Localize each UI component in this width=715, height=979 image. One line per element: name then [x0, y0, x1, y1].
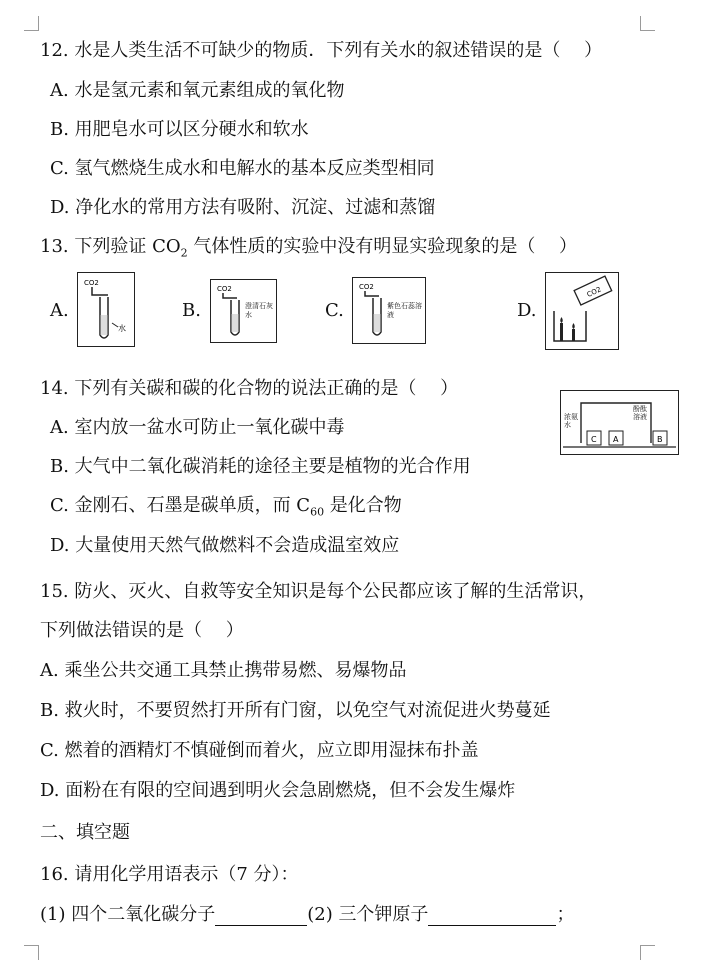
- q14-figure: [560, 390, 679, 455]
- q16-item1-answer-blank[interactable]: [215, 907, 307, 926]
- q13-figure-d: [545, 272, 619, 350]
- q13-figure-b: [210, 279, 277, 343]
- test-tube-litmus-diagram: [353, 278, 425, 343]
- phenolphthalein-label: 酚酞溶液: [633, 405, 647, 421]
- q13-figure-c: [352, 277, 426, 344]
- ammonia-phenolphthalein-diagram: [561, 391, 678, 454]
- co2-label-b: CO2: [217, 285, 232, 293]
- q16-item2-label: (2) 三个钾原子: [307, 904, 429, 925]
- q15-option-c: C. 燃着的酒精灯不慎碰倒而着火，应立即用湿抹布扑盖: [40, 740, 479, 761]
- q12-option-d: D. 净化水的常用方法有吸附、沉淀、过滤和蒸馏: [50, 197, 436, 218]
- q13-stem: [40, 236, 577, 265]
- q16-item2-answer-blank[interactable]: [428, 907, 556, 926]
- litmus-label: 紫色石蕊溶液: [387, 302, 422, 319]
- q12-option-b: B. 用肥皂水可以区分硬水和软水: [50, 119, 309, 140]
- q13-letter-d: D.: [517, 300, 537, 321]
- q15-stem-line2: 下列做法错误的是（ ）: [40, 620, 244, 641]
- q15-option-a: A. 乘坐公共交通工具禁止携带易燃、易爆物品: [40, 660, 407, 681]
- q15-option-b: B. 救火时，不要贸然打开所有门窗，以免空气对流促进火势蔓延: [40, 700, 551, 721]
- test-tube-water-diagram: [78, 273, 134, 346]
- crop-mark-top-right: [640, 16, 655, 31]
- test-tube-limewater-diagram: [211, 280, 276, 342]
- limewater-label: 澄清石灰水: [245, 302, 273, 319]
- q14-option-c-tail: 是化合物: [324, 495, 402, 516]
- q14-option-c-subscript: 60: [310, 505, 325, 519]
- q13-stem-subscript: 2: [180, 246, 188, 260]
- q16-items: [40, 904, 574, 926]
- q14-option-d: D. 大量使用天然气做燃料不会造成温室效应: [50, 535, 400, 556]
- q14-option-c-text: C. 金刚石、石墨是碳单质，而 C: [50, 495, 311, 516]
- q15-option-d: D. 面粉在有限的空间遇到明火会急剧燃烧，但不会发生爆炸: [40, 780, 516, 801]
- section-title: 二、填空题: [40, 822, 130, 843]
- beaker-a-label: A: [613, 435, 619, 444]
- q15-stem-line1: 15. 防火、灭火、自救等安全知识是每个公民都应该了解的生活常识，: [40, 581, 597, 602]
- co2-label-c: CO2: [359, 283, 374, 291]
- q12-option-c: C. 氢气燃烧生成水和电解水的基本反应类型相同: [50, 158, 435, 179]
- beaker-c-label: C: [591, 435, 597, 444]
- q14-stem: 14. 下列有关碳和碳的化合物的说法正确的是（ ）: [40, 378, 459, 399]
- crop-mark-bottom-right: [640, 945, 655, 960]
- co2-label: CO2: [84, 279, 99, 287]
- co2-label-d: CO2: [585, 285, 603, 299]
- q13-letter-b: B.: [182, 300, 201, 321]
- q13-letter-c: C.: [325, 300, 344, 321]
- water-label: 水: [118, 324, 126, 333]
- ammonia-label: 浓氨水: [564, 413, 578, 429]
- crop-mark-bottom-left: [24, 945, 39, 960]
- pouring-co2-candles-diagram: [546, 273, 618, 349]
- q12-stem: 12. 水是人类生活不可缺少的物质．下列有关水的叙述错误的是（ ）: [40, 40, 603, 61]
- q14-option-c: [50, 495, 402, 524]
- q13-figure-a: [77, 272, 135, 347]
- q16-stem: 16. 请用化学用语表示（7 分）：: [40, 864, 299, 885]
- crop-mark-top-left: [24, 16, 39, 31]
- q14-option-b: B. 大气中二氧化碳消耗的途径主要是植物的光合作用: [50, 456, 471, 477]
- q13-stem-before: 13. 下列验证 CO: [40, 236, 181, 257]
- q14-option-a: A. 室内放一盆水可防止一氧化碳中毒: [50, 417, 345, 438]
- q13-letter-a: A.: [50, 300, 69, 321]
- q16-end-mark: ；: [556, 904, 575, 925]
- q13-stem-after: 气体性质的实验中没有明显实验现象的是（ ）: [187, 236, 578, 257]
- q12-option-a: A. 水是氢元素和氧元素组成的氧化物: [50, 80, 345, 101]
- beaker-b-label: B: [657, 435, 663, 444]
- q16-item1-label: (1) 四个二氧化碳分子: [40, 904, 216, 925]
